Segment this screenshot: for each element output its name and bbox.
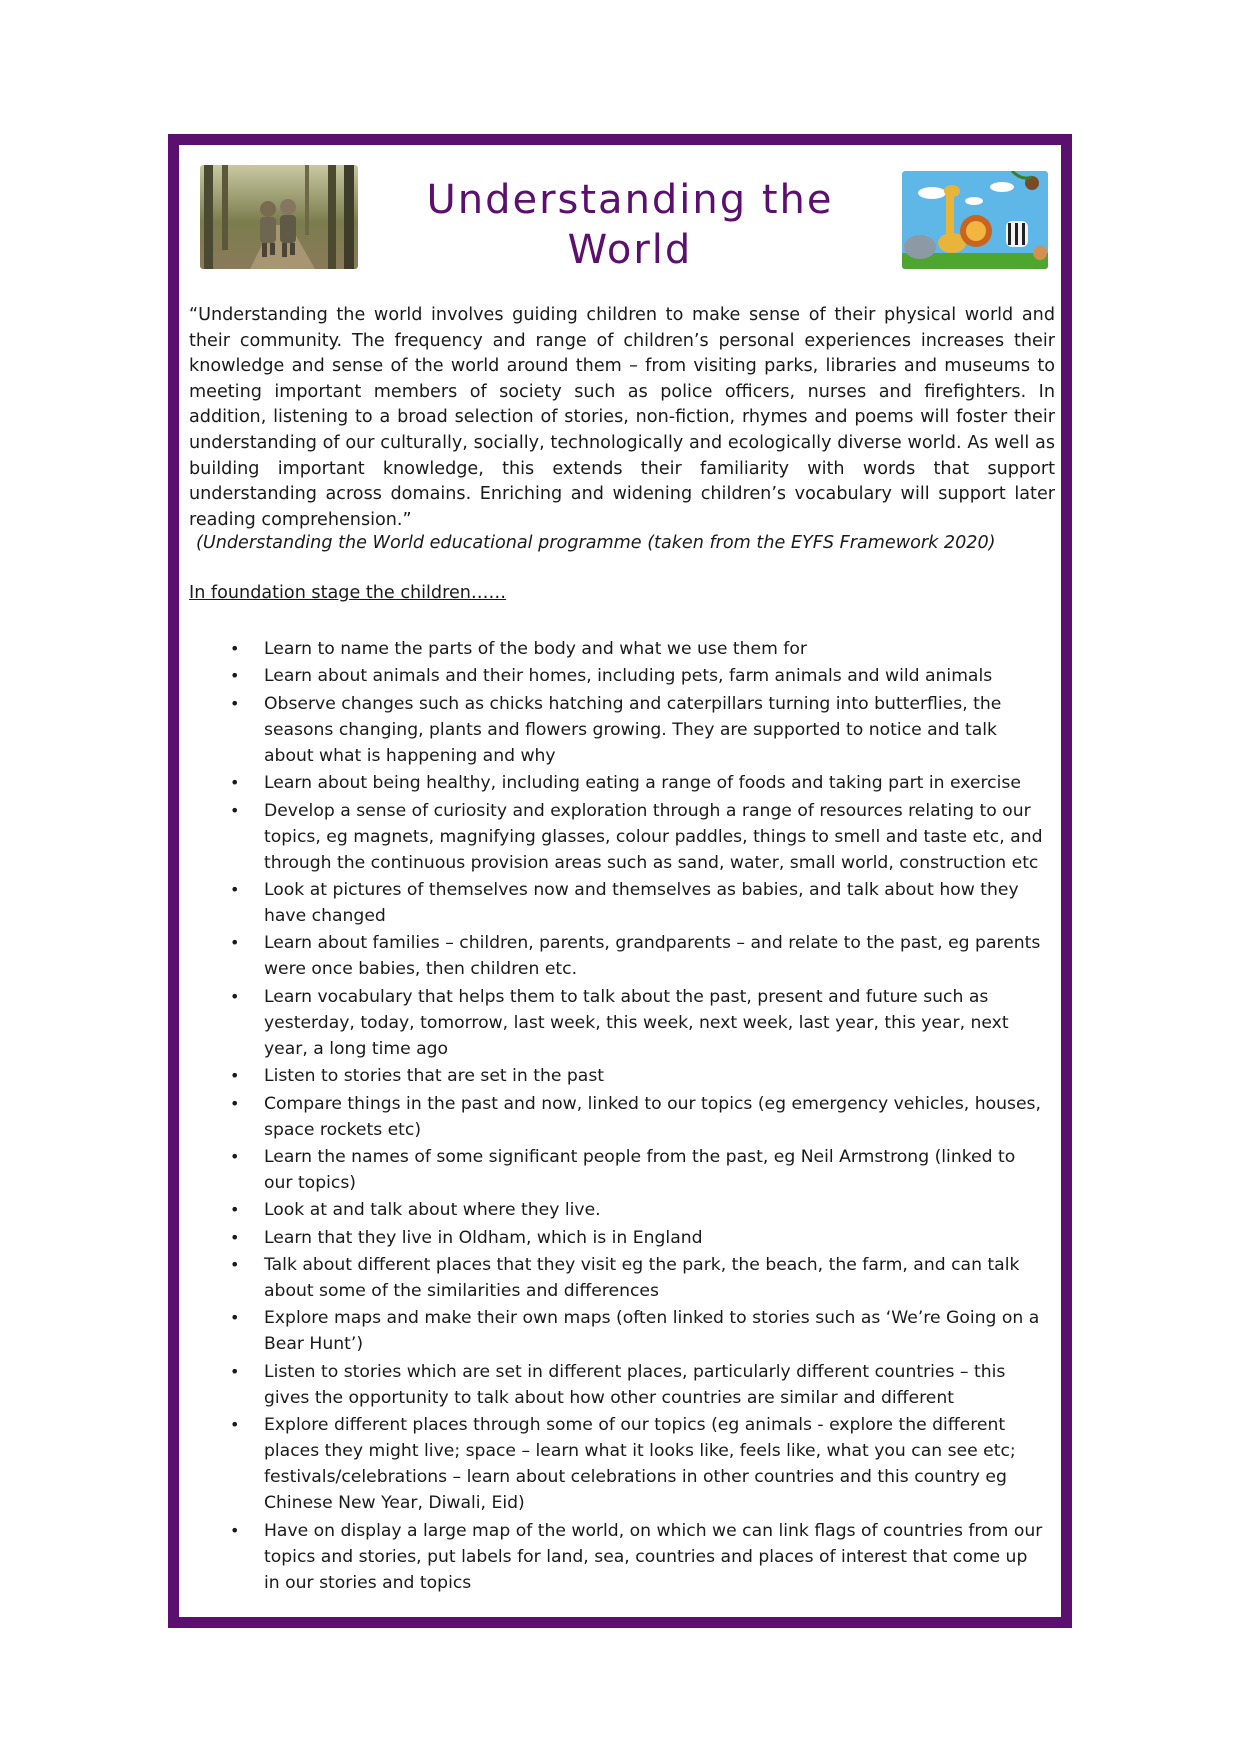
children-forest-photo xyxy=(200,165,358,269)
list-item: • Observe changes such as chicks hatching and caterpillars turning into butterflies, the seasons changing, plants and flowers growing. They are supported to notice and talk about what is happening and why xyxy=(236,691,1046,769)
title-line-1: Understanding the xyxy=(426,177,834,223)
list-item: • Learn about animals and their homes, including pets, farm animals and wild animals xyxy=(236,663,1046,689)
list-item: • Listen to stories which are set in different places, particularly different countries – this gives the opportunity to talk about how other countries are similar and different xyxy=(236,1359,1046,1411)
list-item: • Have on display a large map of the world, on which we can link flags of countries from our topics and stories, put labels for land, sea, countries and places of interest that come up in our stories and topics xyxy=(236,1518,1046,1596)
foundation-stage-lead: In foundation stage the children…… xyxy=(189,583,507,603)
list-item: • Talk about different places that they visit eg the park, the beach, the farm, and can talk about some of the similarities and differences xyxy=(236,1252,1046,1304)
intro-quote: “Understanding the world involves guiding children to make sense of their physical world and their community. The frequency and range of children’s personal experiences increases their knowledge and sense of the world around them – from visiting parks, libraries and museums to meeting important members of society such as police officers, nurses and firefighters. In addition, listening to a broad selection of stories, non-fiction, rhymes and poems will foster their understanding of our culturally, socially, technologically and ecologically diverse world. As well as building important knowledge, this extends their familiarity with words that support understanding across domains. Enriching and widening children’s vocabulary will support later reading comprehension.” xyxy=(189,305,1055,530)
list-item: • Learn vocabulary that helps them to talk about the past, present and future such as yesterday, today, tomorrow, last week, this week, next week, last year, this year, next year, a long time ago xyxy=(236,984,1046,1062)
quote-source: (Understanding the World educational programme (taken from the EYFS Framework 2020) xyxy=(196,533,996,553)
list-item: • Develop a sense of curiosity and exploration through a range of resources relating to our topics, eg magnets, magnifying glasses, colour paddles, things to smell and taste etc, and through the continuous provision areas such as sand, water, small world, construction etc xyxy=(236,798,1046,876)
list-item: • Look at and talk about where they live. xyxy=(236,1197,1046,1223)
list-item: • Listen to stories that are set in the past xyxy=(236,1063,1046,1089)
page-title xyxy=(380,175,880,275)
safari-animals-picture xyxy=(902,171,1048,269)
list-item: • Learn to name the parts of the body and what we use them for xyxy=(236,636,1046,662)
list-item: • Explore different places through some of our topics (eg animals - explore the different places they might live; space – learn what it looks like, feels like, what you can see etc; festivals/celebrations – learn about celebrations in other countries and this country eg Chinese New Year, Diwali, Eid) xyxy=(236,1412,1046,1516)
list-item: • Learn about families – children, parents, grandparents – and relate to the past, eg parents were once babies, then children etc. xyxy=(236,930,1046,982)
learning-list xyxy=(236,636,1046,1597)
list-item: • Compare things in the past and now, linked to our topics (eg emergency vehicles, houses, space rockets etc) xyxy=(236,1091,1046,1143)
list-item: • Learn that they live in Oldham, which is in England xyxy=(236,1225,1046,1251)
list-item: • Look at pictures of themselves now and themselves as babies, and talk about how they have changed xyxy=(236,877,1046,929)
title-line-2: World xyxy=(567,227,693,273)
list-item: • Learn the names of some significant people from the past, eg Neil Armstrong (linked to our topics) xyxy=(236,1144,1046,1196)
list-item: • Learn about being healthy, including eating a range of foods and taking part in exercise xyxy=(236,770,1046,796)
list-item: • Explore maps and make their own maps (often linked to stories such as ‘We’re Going on a Bear Hunt’) xyxy=(236,1305,1046,1357)
